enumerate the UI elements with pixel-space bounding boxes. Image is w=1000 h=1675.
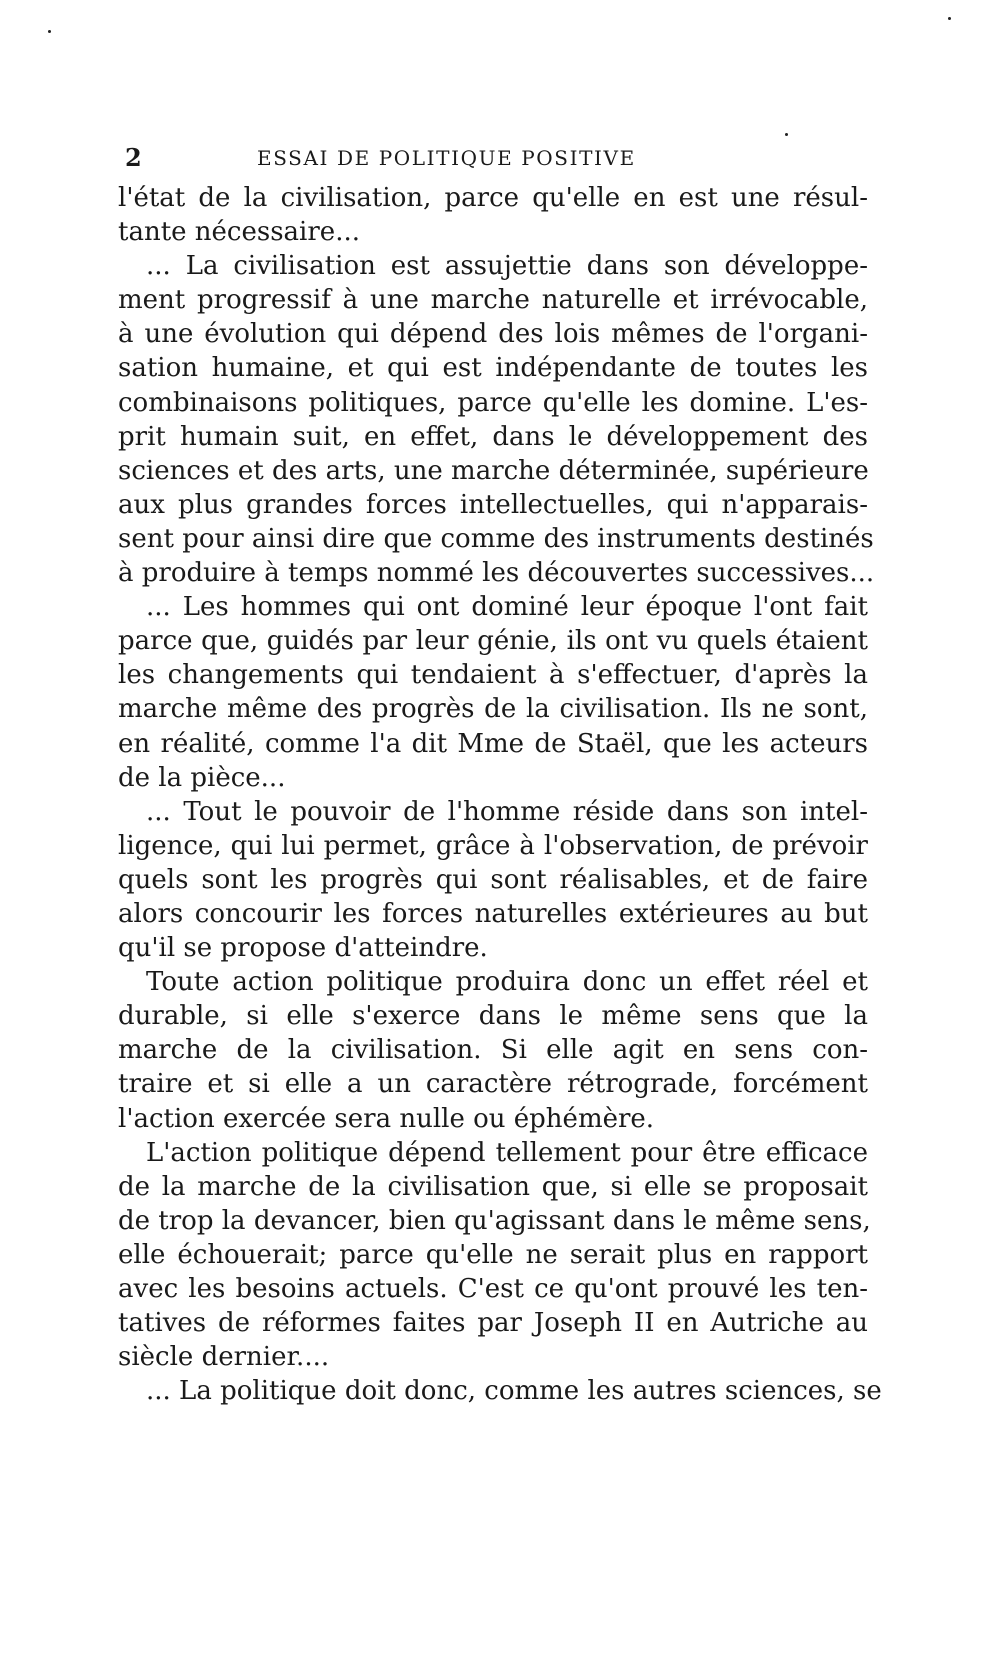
- text-line: tante nécessaire...: [118, 217, 360, 248]
- text-line: sation humaine, et qui est indépendante de toutes les: [118, 353, 868, 384]
- text-line: l'action exercée sera nulle ou éphémère.: [118, 1103, 655, 1134]
- print-speck: [948, 17, 951, 20]
- text-line: sciences et des arts, une marche déterminée, supérieure: [118, 455, 869, 486]
- page-number: 2: [125, 143, 142, 172]
- text-line: ligence, qui lui permet, grâce à l'observation, de prévoir: [118, 830, 868, 861]
- text-line: l'état de la civilisation, parce qu'elle en est une résul-: [118, 183, 868, 213]
- text-line: marche même des progrès de la civilisation. Ils ne sont,: [118, 694, 868, 725]
- text-line: tatives de réformes faites par Joseph II en Autriche au: [118, 1308, 868, 1339]
- print-speck: [785, 133, 788, 136]
- text-line: elle échouerait; parce qu'elle ne serait plus en rapport: [118, 1239, 868, 1270]
- text-line: qu'il se propose d'atteindre.: [118, 933, 488, 964]
- page-header: [125, 143, 860, 173]
- text-line: à produire à temps nommé les découvertes successives...: [118, 558, 875, 589]
- text-line: sent pour ainsi dire que comme des instruments destinés: [118, 523, 874, 554]
- text-line: ... La civilisation est assujettie dans son développe-: [146, 251, 868, 282]
- text-line: durable, si elle s'exerce dans le même sens que la: [118, 1001, 868, 1032]
- text-line: quels sont les progrès qui sont réalisables, et de faire: [118, 864, 868, 895]
- text-line: L'action politique dépend tellement pour être efficace: [146, 1137, 868, 1168]
- text-line: combinaisons politiques, parce qu'elle les domine. L'es-: [118, 387, 868, 418]
- text-line: ... Tout le pouvoir de l'homme réside dans son intel-: [146, 796, 868, 827]
- text-line: ... Les hommes qui ont dominé leur époque l'ont fait: [146, 592, 868, 623]
- text-line: de trop la devancer, bien qu'agissant dans le même sens,: [118, 1205, 871, 1236]
- text-line: à une évolution qui dépend des lois mêmes de l'organi-: [118, 319, 868, 350]
- text-line: de la marche de la civilisation que, si elle se proposait: [118, 1171, 868, 1202]
- text-line: parce que, guidés par leur génie, ils ont vu quels étaient: [118, 626, 868, 657]
- body-text: [118, 181, 882, 1408]
- running-title: ESSAI DE POLITIQUE POSITIVE: [257, 146, 636, 170]
- text-line: ment progressif à une marche naturelle et irrévocable,: [118, 285, 868, 316]
- text-line: alors concourir les forces naturelles extérieures au but: [118, 898, 868, 929]
- text-line: en réalité, comme l'a dit Mme de Staël, que les acteurs: [118, 728, 868, 759]
- text-line: traire et si elle a un caractère rétrograde, forcément: [118, 1069, 868, 1100]
- text-line: prit humain suit, en effet, dans le développement des: [118, 421, 868, 452]
- text-line: marche de la civilisation. Si elle agit en sens con-: [118, 1035, 868, 1066]
- text-line: les changements qui tendaient à s'effectuer, d'après la: [118, 660, 868, 691]
- text-line: avec les besoins actuels. C'est ce qu'ont prouvé les ten-: [118, 1274, 868, 1304]
- print-speck: [48, 30, 51, 33]
- text-line: ... La politique doit donc, comme les autres sciences, se: [146, 1376, 882, 1407]
- text-line: aux plus grandes forces intellectuelles, qui n'apparais-: [118, 489, 868, 520]
- text-line: Toute action politique produira donc un effet réel et: [146, 967, 868, 998]
- text-line: siècle dernier....: [118, 1342, 330, 1373]
- text-line: de la pièce...: [118, 762, 286, 793]
